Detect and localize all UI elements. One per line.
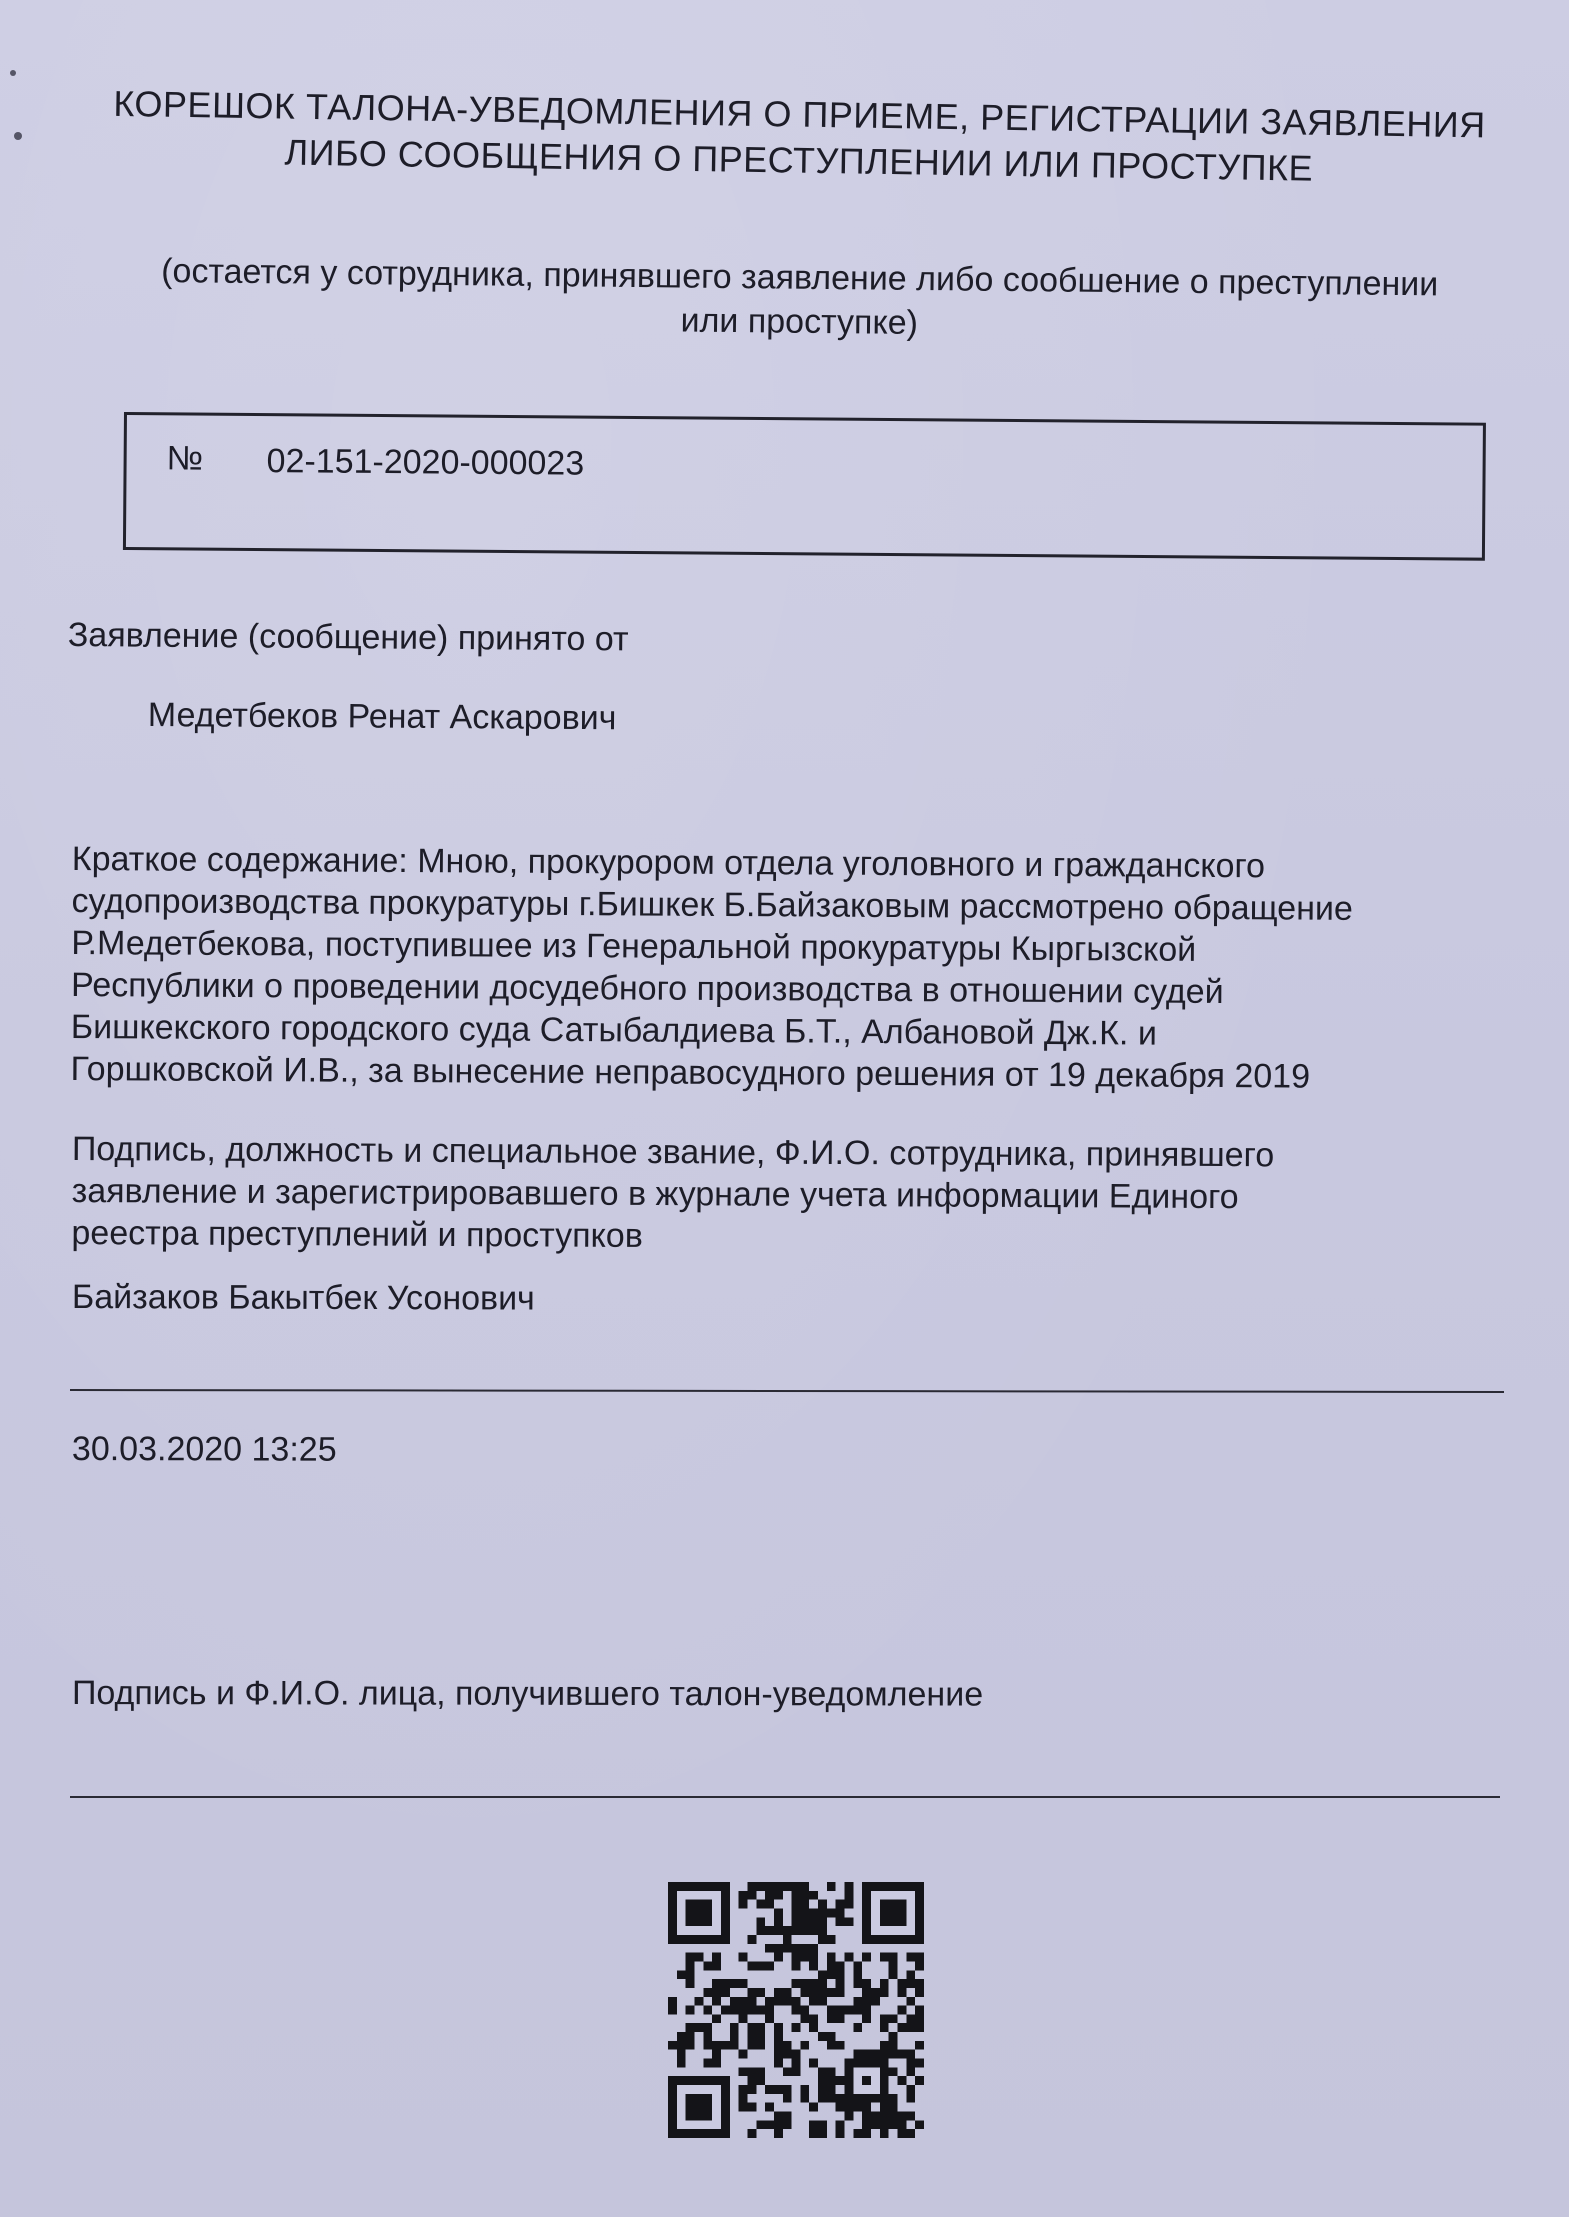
summary-line: Республики о проведении досудебного производства в отношении судей (70, 965, 1224, 1012)
summary-line: Р.Медетбекова, поступившее из Генеральной прокуратуры Кыргызской (71, 923, 1197, 969)
registration-number-box (123, 412, 1486, 561)
document-subtitle (59, 248, 1540, 351)
punch-hole-mark (10, 70, 16, 76)
qr-modules (668, 1882, 924, 2138)
officer-signature-line (70, 1389, 1504, 1393)
received-from-label: Заявление (сообщение) принято от (67, 615, 629, 659)
title-line-2: ЛИБО СООБЩЕНИЯ О ПРЕСТУПЛЕНИИ ИЛИ ПРОСТУПКЕ (284, 131, 1314, 189)
applicant-name: Медетбеков Ренат Аскарович (147, 695, 617, 738)
qr-code-icon (668, 1882, 924, 2138)
number-label: № (166, 439, 204, 478)
registration-number: 02-151-2020-000023 (266, 442, 585, 483)
subtitle-line-2: или проступке) (680, 301, 919, 342)
registration-datetime: 30.03.2020 13:25 (71, 1430, 337, 1469)
summary-line: Краткое содержание: Мною, прокурором отдела уголовного и гражданского (71, 839, 1266, 886)
subtitle-line-1: (остается у сотрудника, принявшего заявление либо сообшение о преступлении (161, 252, 1439, 304)
summary-line: Горшковской И.В., за вынесение неправосудного решения от 19 декабря 2019 (70, 1049, 1311, 1096)
summary-text (70, 838, 1532, 1099)
officer-signature-caption (71, 1128, 1512, 1262)
officer-caption-line: заявление и зарегистрировавшего в журнале учета информации Единого (71, 1171, 1239, 1217)
officer-caption-line: Подпись, должность и специальное звание, Ф.И.О. сотрудника, принявшего (71, 1130, 1275, 1175)
officer-name: Байзаков Бакытбек Усонович (71, 1278, 535, 1318)
officer-caption-line: реестра преступлений и проступков (71, 1213, 643, 1255)
title-line-1: КОРЕШОК ТАЛОНА-УВЕДОМЛЕНИЯ О ПРИЕМЕ, РЕГИСТРАЦИИ ЗАЯВЛЕНИЯ (113, 82, 1486, 146)
recipient-signature-line (70, 1796, 1500, 1798)
recipient-signature-caption: Подпись и Ф.И.О. лица, получившего талон-уведомление (71, 1674, 984, 1714)
summary-line: Бишкекского городского суда Сатыбалдиева Б.Т., Албановой Дж.К. и (70, 1007, 1158, 1053)
punch-hole-mark (14, 132, 22, 140)
document-title (59, 80, 1540, 195)
summary-line: судопроизводства прокуратуры г.Бишкек Б.Байзаковым рассмотрено обращение (71, 881, 1353, 928)
